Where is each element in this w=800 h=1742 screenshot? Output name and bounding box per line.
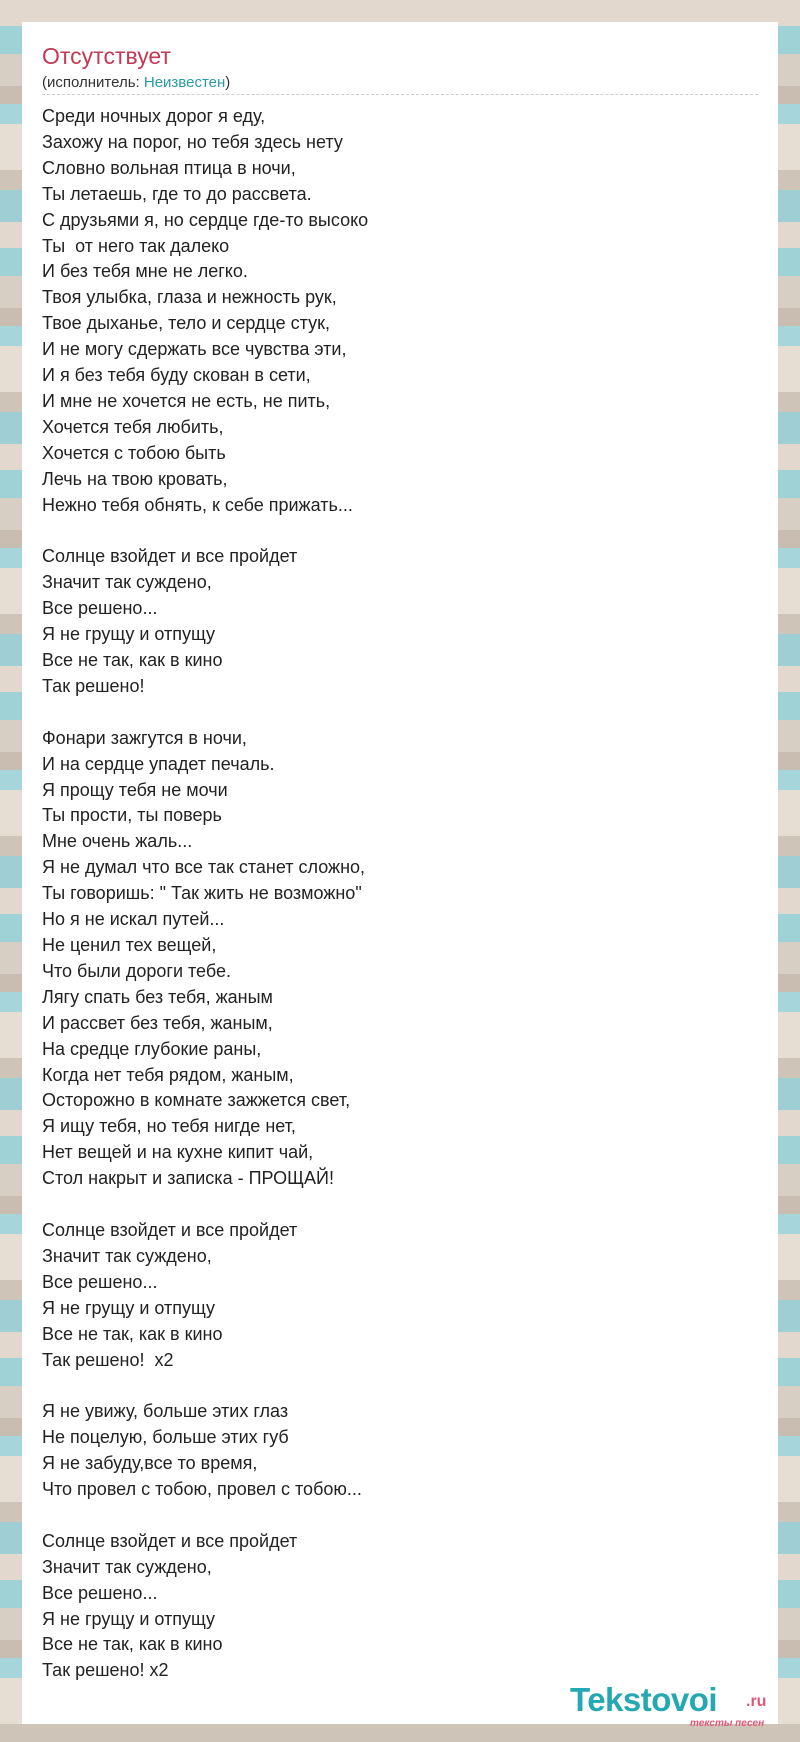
logo-wordmark: Tekstovoi (570, 1681, 718, 1718)
title-divider (42, 94, 758, 95)
performer-link[interactable]: Неизвестен (143, 74, 226, 91)
performer-line (42, 73, 230, 93)
logo-tld: .ru (746, 1693, 767, 1710)
logo-tagline: тексты песен (690, 1718, 765, 1729)
lyrics-card (22, 22, 778, 1729)
performer-prefix: (исполнитель: (42, 74, 144, 91)
song-title: Отсутствует (42, 43, 171, 69)
site-logo[interactable] (570, 1680, 770, 1730)
lyrics-text: Среди ночных дорог я еду, Захожу на порог, но тебя здесь нету Словно вольная птица в ночи, Ты летаешь, где то до рассвета. С друзьями я, но сердце где-то высоко Ты от него так далеко И без тебя мне не легко. Твоя улыбка, глаза и нежность рук, Твое дыханье, тело и сердце стук, И не могу сдержать все чувства эти, И я без тебя буду скован в сети, И мне не хочется не есть, не пить, Хочется тебя любить, Хочется с тобою быть Лечь на твою кровать, Нежно тебя обнять, к себе прижать... Солнце взойдет и все пройдет Значит так суждено, Все решено... Я не грущу и отпущу Все не так, как в кино Так решено! Фонари зажгутся в ночи, И на сердце упадет печаль. Я прощу тебя не мочи Ты прости, ты поверь Мне очень жаль... Я не думал что все так станет сложно, Ты говоришь: " Так жить не возможно" Но я не искал путей... Не ценил тех вещей, Что были дороги тебе. Лягу спать без тебя, жаным И рассвет без тебя, жаным, На средце глубокие раны, Когда нет тебя рядом, жаным, Осторожно в комнате зажжется свет, Я ищу тебя, но тебя нигде нет, Нет вещей и на кухне кипит чай, Стол накрыт и записка - ПРОЩАЙ! Солнце взойдет и все пройдет Значит так суждено, Все решено... Я не грущу и отпущу Все не так, как в кино Так решено! x2 Я не увижу, больше этих глаз Не поцелую, больше этих губ Я не забуду,все то время, Что провел с тобою, провел с тобою... Солнце взойдет и все пройдет Значит так суждено, Все решено... Я не грущу и отпущу Все не так, как в кино Так решено! x2 (42, 106, 369, 1681)
performer-suffix: ) (225, 74, 231, 91)
